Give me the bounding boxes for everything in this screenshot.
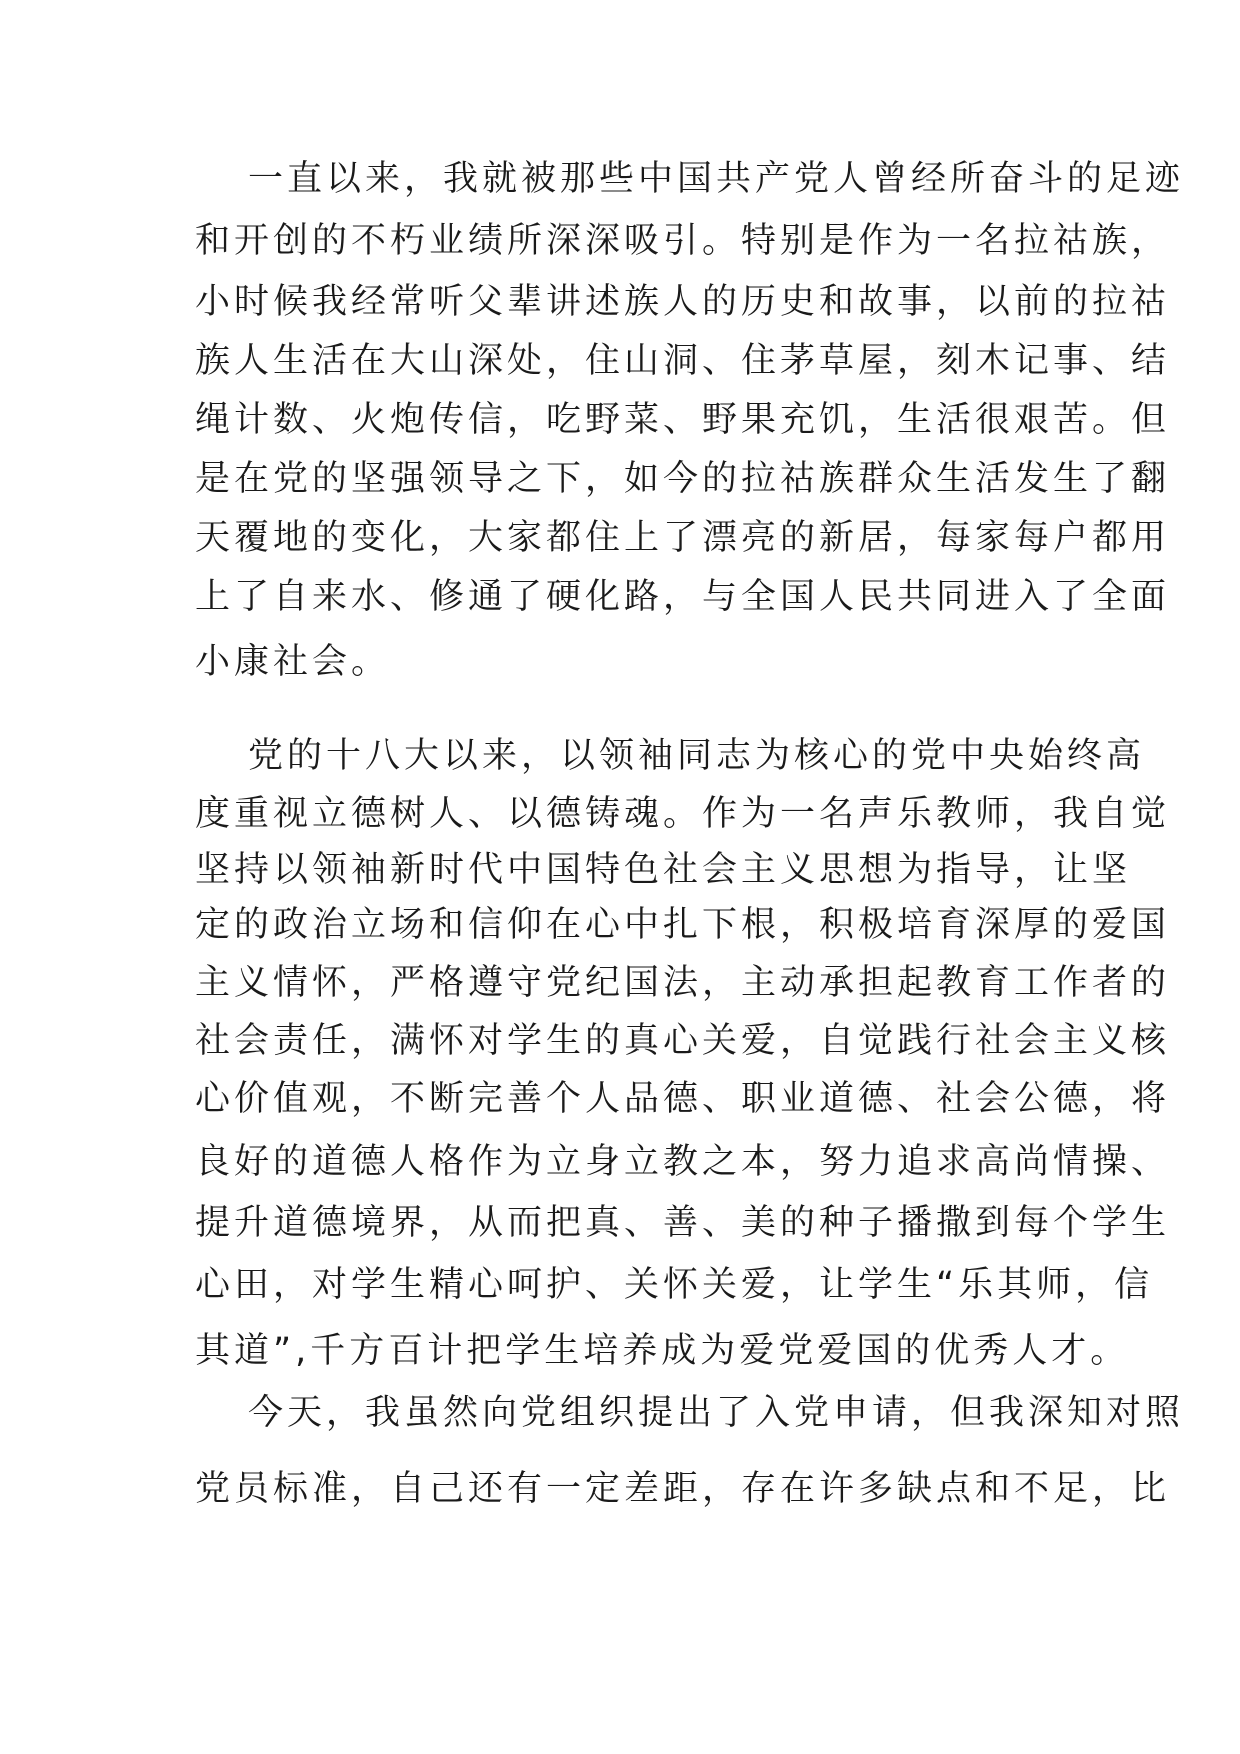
paragraph-3-line-2: 党员标准，自己还有一定差距，存在许多缺点和不足，比	[195, 1469, 1171, 1509]
paragraph-1-line-1: 一直以来，我就被那些中国共产党人曾经所奋斗的足迹	[248, 159, 1185, 199]
paragraph-2-line-10: 心田，对学生精心呵护、关怀关爱，让学生“乐其师，信	[195, 1265, 1154, 1305]
paragraph-2-line-6: 社会责任，满怀对学生的真心关爱，自觉践行社会主义核	[195, 1021, 1171, 1061]
paragraph-1-line-3: 小时候我经常听父辈讲述族人的历史和故事，以前的拉祜	[195, 282, 1171, 322]
paragraph-1-line-9: 小康社会。	[195, 642, 391, 682]
paragraph-1-line-7: 天覆地的变化，大家都住上了漂亮的新居，每家每户都用	[195, 518, 1171, 558]
paragraph-2-line-4: 定的政治立场和信仰在心中扎下根，积极培育深厚的爱国	[195, 905, 1171, 945]
paragraph-1-line-4: 族人生活在大山深处，住山洞、住茅草屋，刻木记事、结	[195, 341, 1171, 381]
paragraph-2-line-2: 度重视立德树人、以德铸魂。作为一名声乐教师，我自觉	[195, 794, 1171, 834]
paragraph-1-line-6: 是在党的坚强领导之下，如今的拉祜族群众生活发生了翻	[195, 459, 1171, 499]
paragraph-2-line-7: 心价值观，不断完善个人品德、职业道德、社会公德，将	[195, 1079, 1171, 1119]
paragraph-2-line-9: 提升道德境界，从而把真、善、美的种子播撒到每个学生	[195, 1203, 1171, 1243]
paragraph-2-line-5: 主义情怀，严格遵守党纪国法，主动承担起教育工作者的	[195, 963, 1171, 1003]
paragraph-2-line-3: 坚持以领袖新时代中国特色社会主义思想为指导，让坚	[195, 850, 1132, 890]
paragraph-2-line-11: 其道”,千方百计把学生培养成为爱党爱国的优秀人才。	[195, 1331, 1130, 1371]
paragraph-1-line-8: 上了自来水、修通了硬化路，与全国人民共同进入了全面	[195, 577, 1171, 617]
paragraph-2-line-1: 党的十八大以来，以领袖同志为核心的党中央始终高	[248, 736, 1146, 776]
paragraph-1-line-5: 绳计数、火炮传信，吃野菜、野果充饥，生活很艰苦。但	[195, 400, 1171, 440]
paragraph-1-line-2: 和开创的不朽业绩所深深吸引。特别是作为一名拉祜族，	[195, 221, 1171, 261]
paragraph-3-line-1: 今天，我虽然向党组织提出了入党申请，但我深知对照	[248, 1393, 1185, 1433]
paragraph-2-line-8: 良好的道德人格作为立身立教之本，努力追求高尚情操、	[195, 1142, 1171, 1182]
